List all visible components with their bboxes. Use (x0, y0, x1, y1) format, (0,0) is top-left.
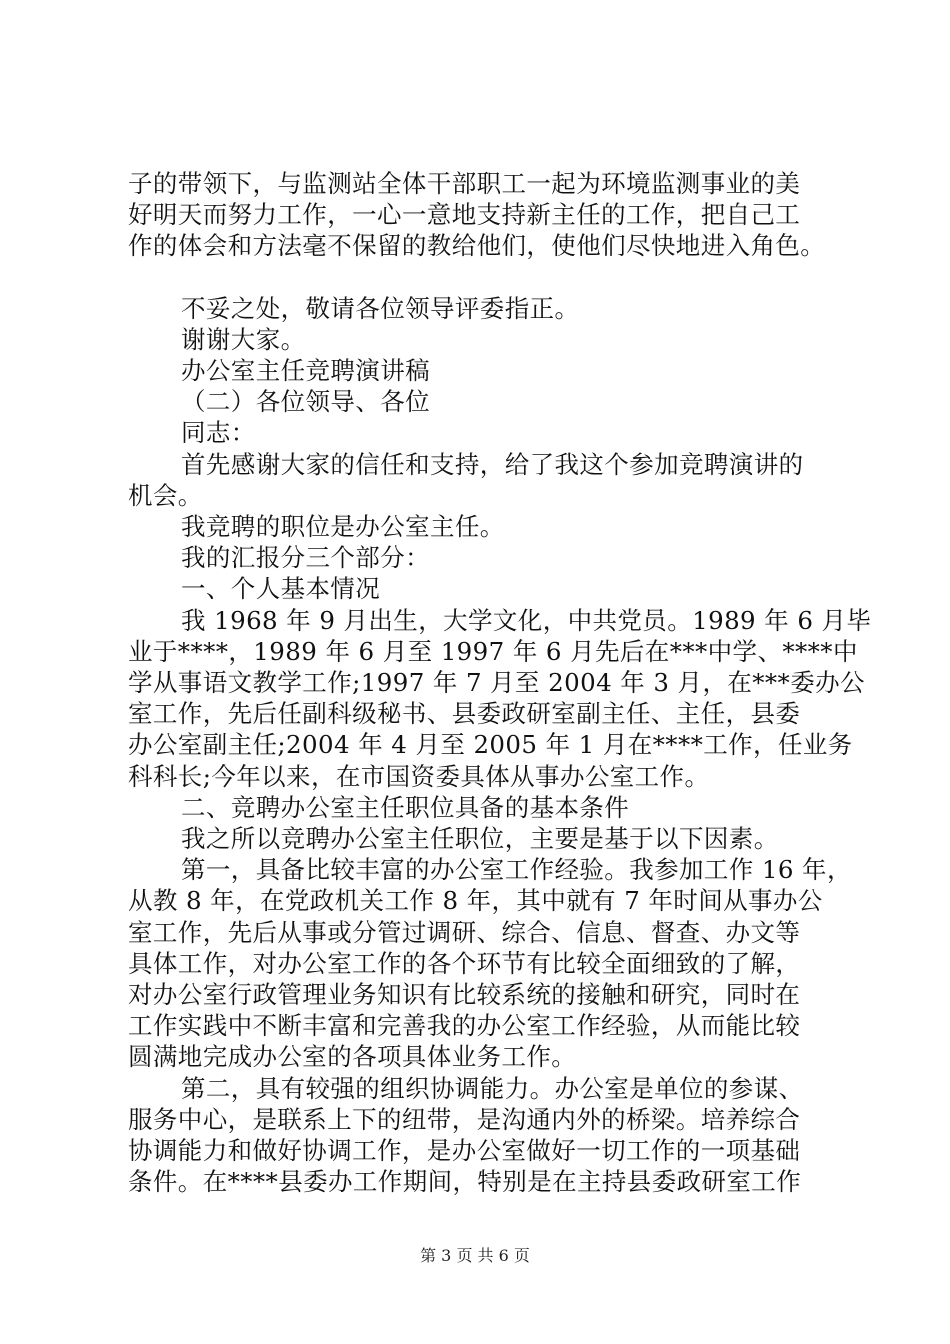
text-line: 业于****，1989 年 6 月至 1997 年 6 月先后在***中学、****中 (128, 636, 858, 666)
text-line: 科科长;今年以来，在市国资委具体从事办公室工作。 (128, 761, 710, 791)
text-line: （二）各位领导、各位 (181, 387, 430, 417)
document-body (128, 168, 872, 1198)
text-line: 学从事语文教学工作;1997 年 7 月至 2004 年 3 月，在***委办公 (128, 668, 865, 698)
text-line: 子的带领下，与监测站全体干部职工一起为环境监测事业的美 (128, 169, 801, 198)
text-line: 谢谢大家。 (181, 324, 306, 354)
text-line: 圆满地完成办公室的各项具体业务工作。 (128, 1042, 577, 1072)
text-line: 首先感谢大家的信任和支持，给了我这个参加竞聘演讲的 (181, 449, 804, 479)
text-line: 从教 8 年，在党政机关工作 8 年，其中就有 7 年时间从事办公 (128, 886, 823, 916)
text-line: 办公室主任竞聘演讲稿 (181, 356, 430, 386)
text-line: 室工作，先后从事或分管过调研、综合、信息、督查、办文等 (128, 917, 801, 947)
text-line: 第二，具有较强的组织协调能力。办公室是单位的参谋、 (181, 1073, 804, 1103)
text-line: 不妥之处，敬请各位领导评委指正。 (181, 293, 580, 323)
text-line: 作的体会和方法毫不保留的教给他们，使他们尽快地进入角色。 (128, 231, 826, 261)
paragraph-gap (128, 262, 848, 293)
page-number-footer: 第 3 页 共 6 页 (420, 1246, 530, 1265)
text-line: 对办公室行政管理业务知识有比较系统的接触和研究，同时在 (128, 980, 801, 1010)
section-heading: 一、个人基本情况 (181, 574, 381, 604)
text-line: 第一，具备比较丰富的办公室工作经验。我参加工作 16 年， (181, 855, 852, 885)
text-line: 协调能力和做好协调工作，是办公室做好一切工作的一项基础 (128, 1136, 801, 1166)
text-line: 具体工作，对办公室工作的各个环节有比较全面细致的了解， (128, 948, 801, 978)
text-line: 好明天而努力工作，一心一意地支持新主任的工作，把自己工 (128, 200, 801, 230)
text-line: 室工作，先后任副科级秘书、县委政研室副主任、主任，县委 (128, 699, 801, 729)
text-line: 机会。 (128, 480, 203, 510)
text-line: 办公室副主任;2004 年 4 月至 2005 年 1 月在****工作，任业务 (128, 730, 853, 760)
text-line: 服务中心，是联系上下的纽带，是沟通内外的桥梁。培养综合 (128, 1104, 801, 1134)
text-line: 我之所以竞聘办公室主任职位，主要是基于以下因素。 (181, 824, 779, 854)
section-heading: 二、竞聘办公室主任职位具备的基本条件 (181, 792, 630, 822)
text-line: 同志： (181, 418, 256, 448)
text-line: 我 1968 年 9 月出生，大学文化，中共党员。1989 年 6 月毕 (181, 605, 872, 635)
text-line: 我竞聘的职位是办公室主任。 (181, 512, 505, 542)
text-line: 条件。在****县委办工作期间，特别是在主持县委政研室工作 (128, 1167, 802, 1197)
text-line: 我的汇报分三个部分： (181, 543, 430, 573)
text-line: 工作实践中不断丰富和完善我的办公室工作经验，从而能比较 (128, 1011, 801, 1041)
